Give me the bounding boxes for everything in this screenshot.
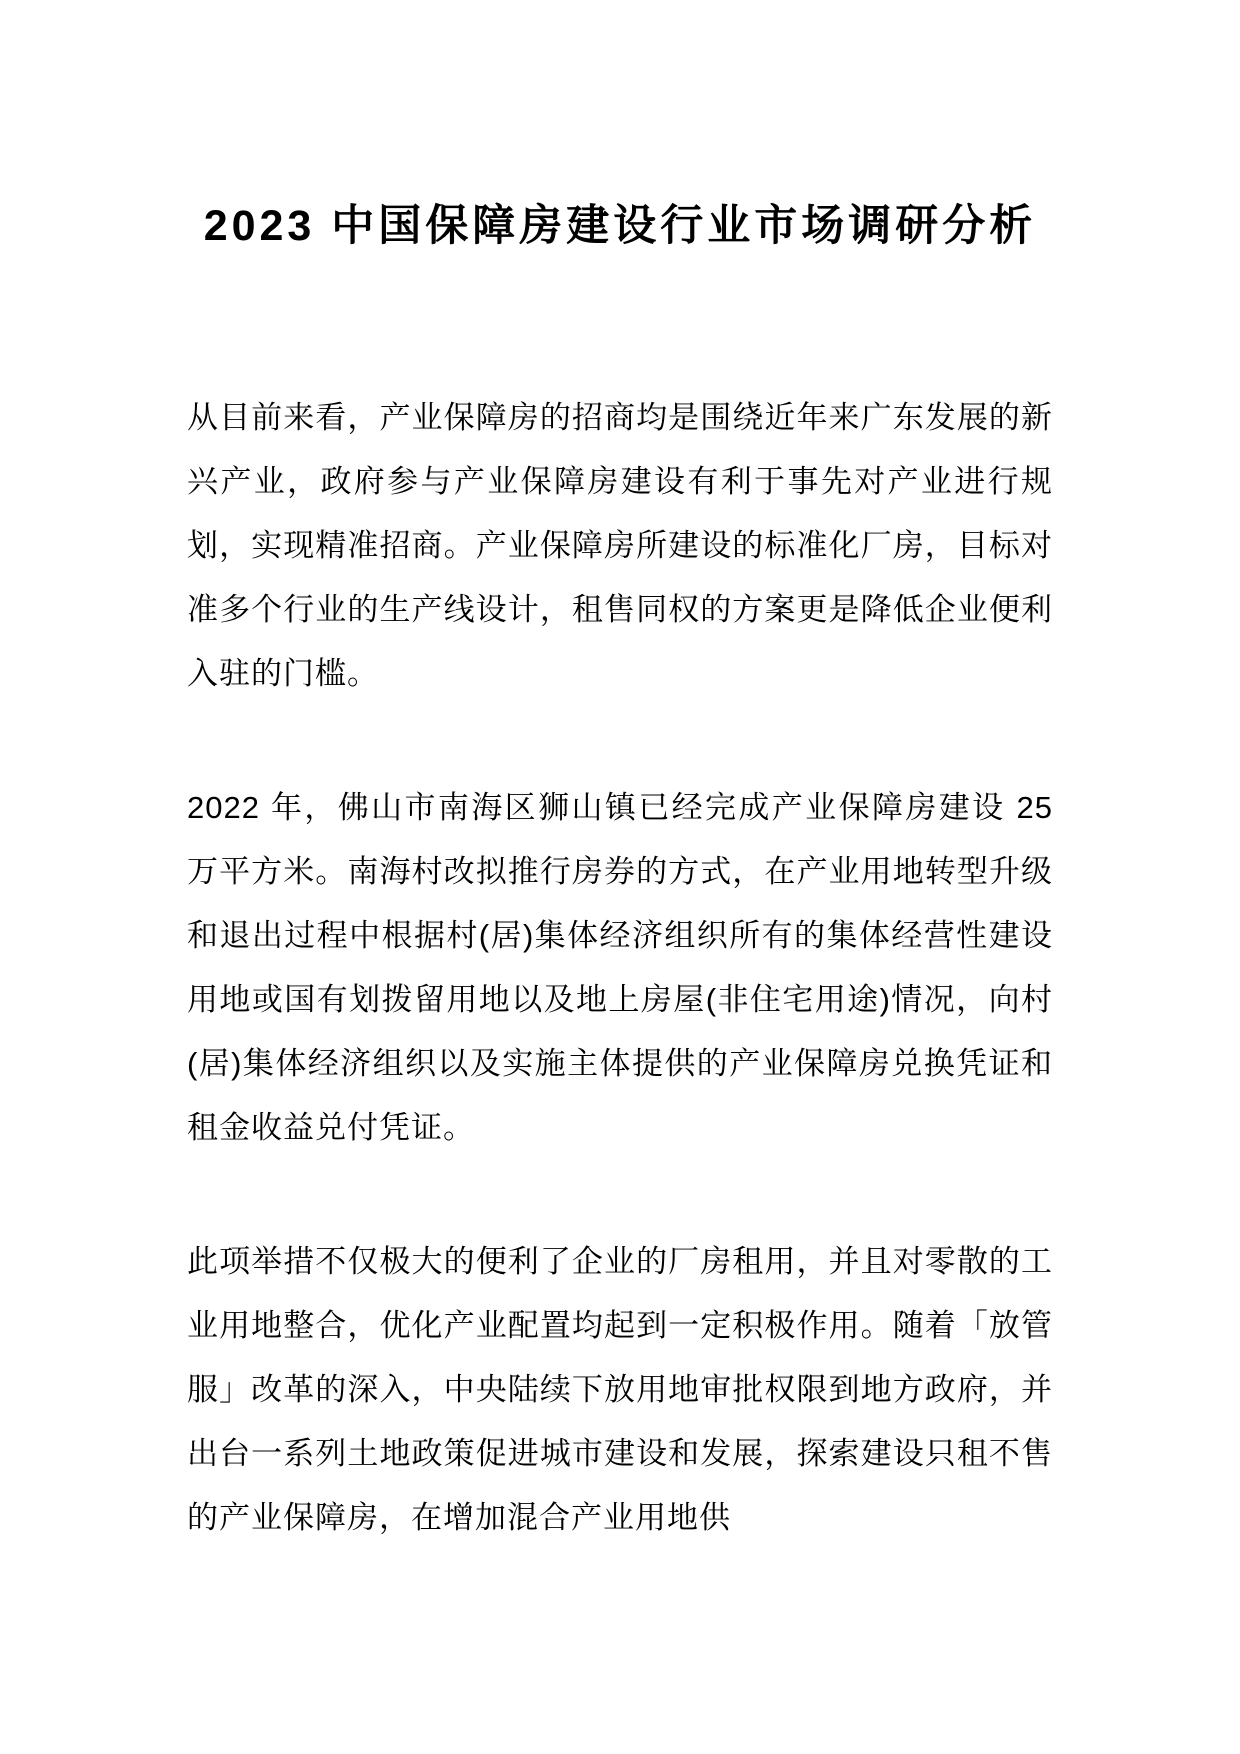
- paragraph-1: 从目前来看，产业保障房的招商均是围绕近年来广东发展的新兴产业，政府参与产业保障房建设有利于事先对产业进行规划，实现精准招商。产业保障房所建设的标准化厂房，目标对准多个行业的生产线设计，租售同权的方案更是降低企业便利入驻的门槛。: [187, 400, 1053, 691]
- document-content: [0, 192, 1240, 1550]
- paragraph-3: 此项举措不仅极大的便利了企业的厂房租用，并且对零散的工业用地整合，优化产业配置均起到一定积极作用。随着「放管服」改革的深入，中央陆续下放用地审批权限到地方政府，并出台一系列土地政策促进城市建设和发展，探索建设只租不售的产业保障房，在增加混合产业用地供: [187, 1244, 1053, 1535]
- paragraph-2: 2022 年，佛山市南海区狮山镇已经完成产业保障房建设 25 万平方米。南海村改拟推行房券的方式，在产业用地转型升级和退出过程中根据村(居)集体经济组织所有的集体经营性建设用地或国有划拨留用地以及地上房屋(非住宅用途)情况，向村(居)集体经济组织以及实施主体提供的产业保障房兑换凭证和租金收益兑付凭证。: [187, 790, 1053, 1145]
- document-title: 2023 中国保障房建设行业市场调研分析: [203, 202, 1037, 250]
